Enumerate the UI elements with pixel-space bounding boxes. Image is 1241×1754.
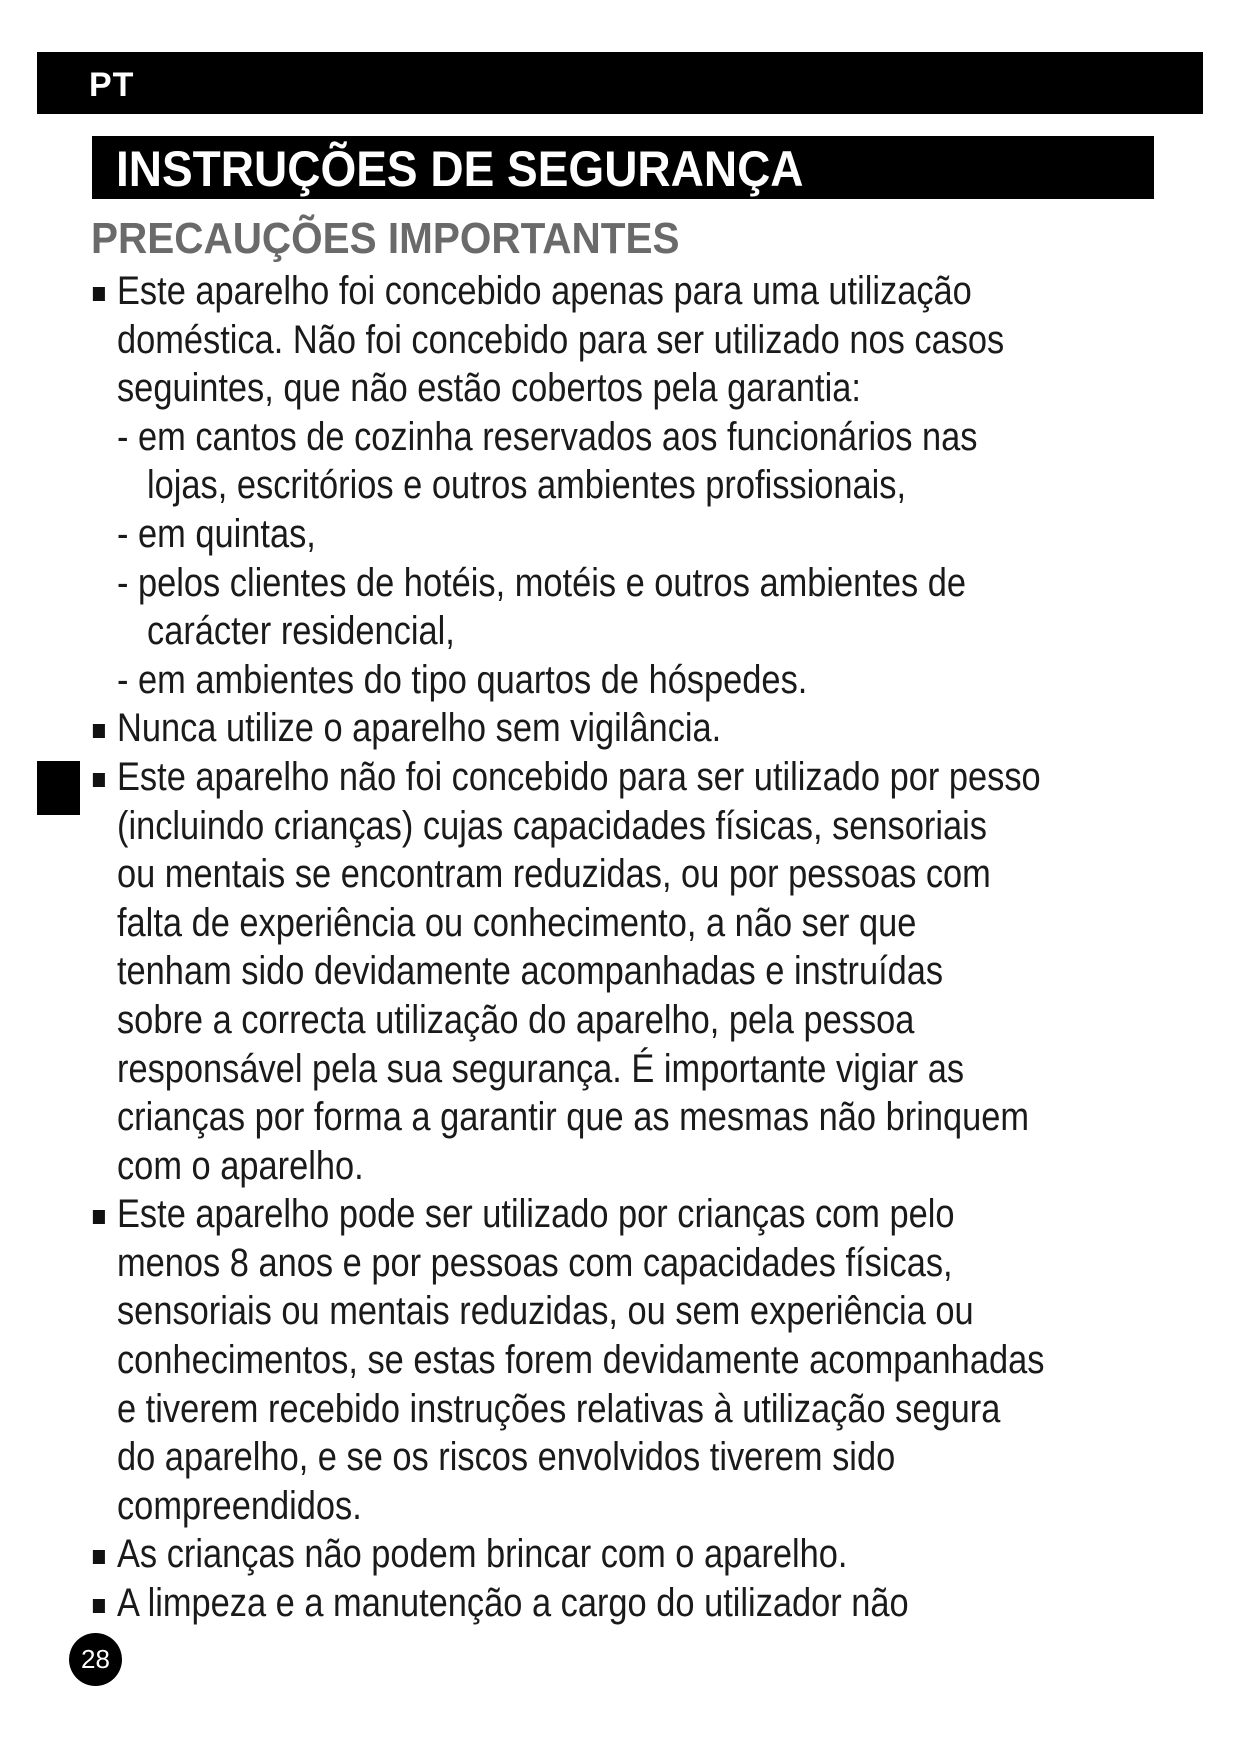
line-text: sensoriais ou mentais reduzidas, ou sem experiência ou (116, 1289, 974, 1334)
line-text: responsável pela sua segurança. É importante vigiar as (116, 1046, 965, 1091)
safety-instructions-body (0, 267, 1241, 1628)
title-banner (92, 136, 1154, 199)
line-text: ou mentais se encontram reduzidas, ou por pessoas com (116, 852, 991, 897)
square-bullet-icon (93, 287, 105, 301)
line-text: - pelos clientes de hotéis, motéis e outros ambientes de (116, 560, 966, 605)
line-text: conhecimentos, se estas forem devidamente acompanhadas (116, 1338, 1045, 1383)
text-line (0, 461, 1067, 510)
text-line (0, 607, 1067, 656)
line-text: sobre a correcta utilização do aparelho, pela pessoa (116, 997, 915, 1042)
text-line (0, 1385, 1067, 1434)
square-bullet-icon (93, 724, 105, 738)
text-line (0, 364, 1067, 413)
text-line (0, 850, 1067, 899)
line-text: As crianças não podem brincar com o aparelho. (116, 1532, 848, 1577)
bullet-item-line (0, 1530, 1067, 1579)
line-text: crianças por forma a garantir que as mesmas não brinquem (116, 1095, 1030, 1140)
square-bullet-icon (93, 1550, 105, 1564)
text-line (0, 316, 1067, 365)
text-line (0, 1287, 1067, 1336)
line-text: e tiverem recebido instruções relativas à utilização segura (116, 1386, 1001, 1431)
line-text: tenham sido devidamente acompanhadas e instruídas (116, 949, 944, 994)
language-header-bar (37, 52, 1203, 114)
line-text: seguintes, que não estão cobertos pela garantia: (116, 366, 861, 411)
line-text: compreendidos. (116, 1483, 362, 1528)
bullet-item-line (0, 1579, 1067, 1628)
line-text: - em quintas, (116, 511, 316, 556)
text-line (0, 802, 1067, 851)
text-line (0, 1239, 1067, 1288)
bullet-item-line (0, 1190, 1067, 1239)
text-line (0, 510, 1067, 559)
line-text: - em cantos de cozinha reservados aos funcionários nas (116, 414, 978, 459)
line-text: Nunca utilize o aparelho sem vigilância. (116, 706, 722, 751)
text-line (0, 1142, 1067, 1191)
bullet-item-line (0, 267, 1067, 316)
square-bullet-icon (93, 773, 105, 787)
line-text: (incluindo crianças) cujas capacidades físicas, sensoriais (116, 803, 987, 848)
text-line (0, 1336, 1067, 1385)
line-text: Este aparelho pode ser utilizado por crianças com pelo (116, 1192, 955, 1237)
text-line (0, 1093, 1067, 1142)
line-text: doméstica. Não foi concebido para ser utilizado nos casos (116, 317, 1005, 362)
text-line (0, 413, 1067, 462)
text-line (0, 656, 1067, 705)
line-text: falta de experiência ou conhecimento, a não ser que (116, 900, 917, 945)
text-line (0, 996, 1067, 1045)
bullet-item-line (0, 704, 1067, 753)
line-text: A limpeza e a manutenção a cargo do utilizador não (116, 1581, 909, 1626)
text-line (0, 1045, 1067, 1094)
section-heading: PRECAUÇÕES IMPORTANTES (91, 214, 680, 263)
line-text: Este aparelho foi concebido apenas para uma utilização (116, 269, 972, 313)
square-bullet-icon (93, 1210, 105, 1224)
text-line (0, 899, 1067, 948)
text-line (0, 559, 1067, 608)
page-number-badge: 28 (69, 1633, 122, 1686)
line-text: lojas, escritórios e outros ambientes profissionais, (146, 463, 907, 508)
line-text: - em ambientes do tipo quartos de hóspedes. (116, 657, 808, 702)
bullet-item-line (0, 753, 1067, 802)
square-bullet-icon (93, 1599, 105, 1613)
text-line (0, 1482, 1067, 1531)
text-line (0, 1433, 1067, 1482)
line-text: carácter residencial, (146, 609, 455, 654)
page-title: INSTRUÇÕES DE SEGURANÇA (116, 141, 804, 197)
line-text: do aparelho, e se os riscos envolvidos tiverem sido (116, 1435, 896, 1480)
text-line (0, 947, 1067, 996)
line-text: menos 8 anos e por pessoas com capacidades físicas, (116, 1240, 953, 1285)
line-text: com o aparelho. (116, 1143, 364, 1188)
language-code: PT (89, 66, 135, 104)
line-text: Este aparelho não foi concebido para ser utilizado por pesso (116, 754, 1041, 799)
